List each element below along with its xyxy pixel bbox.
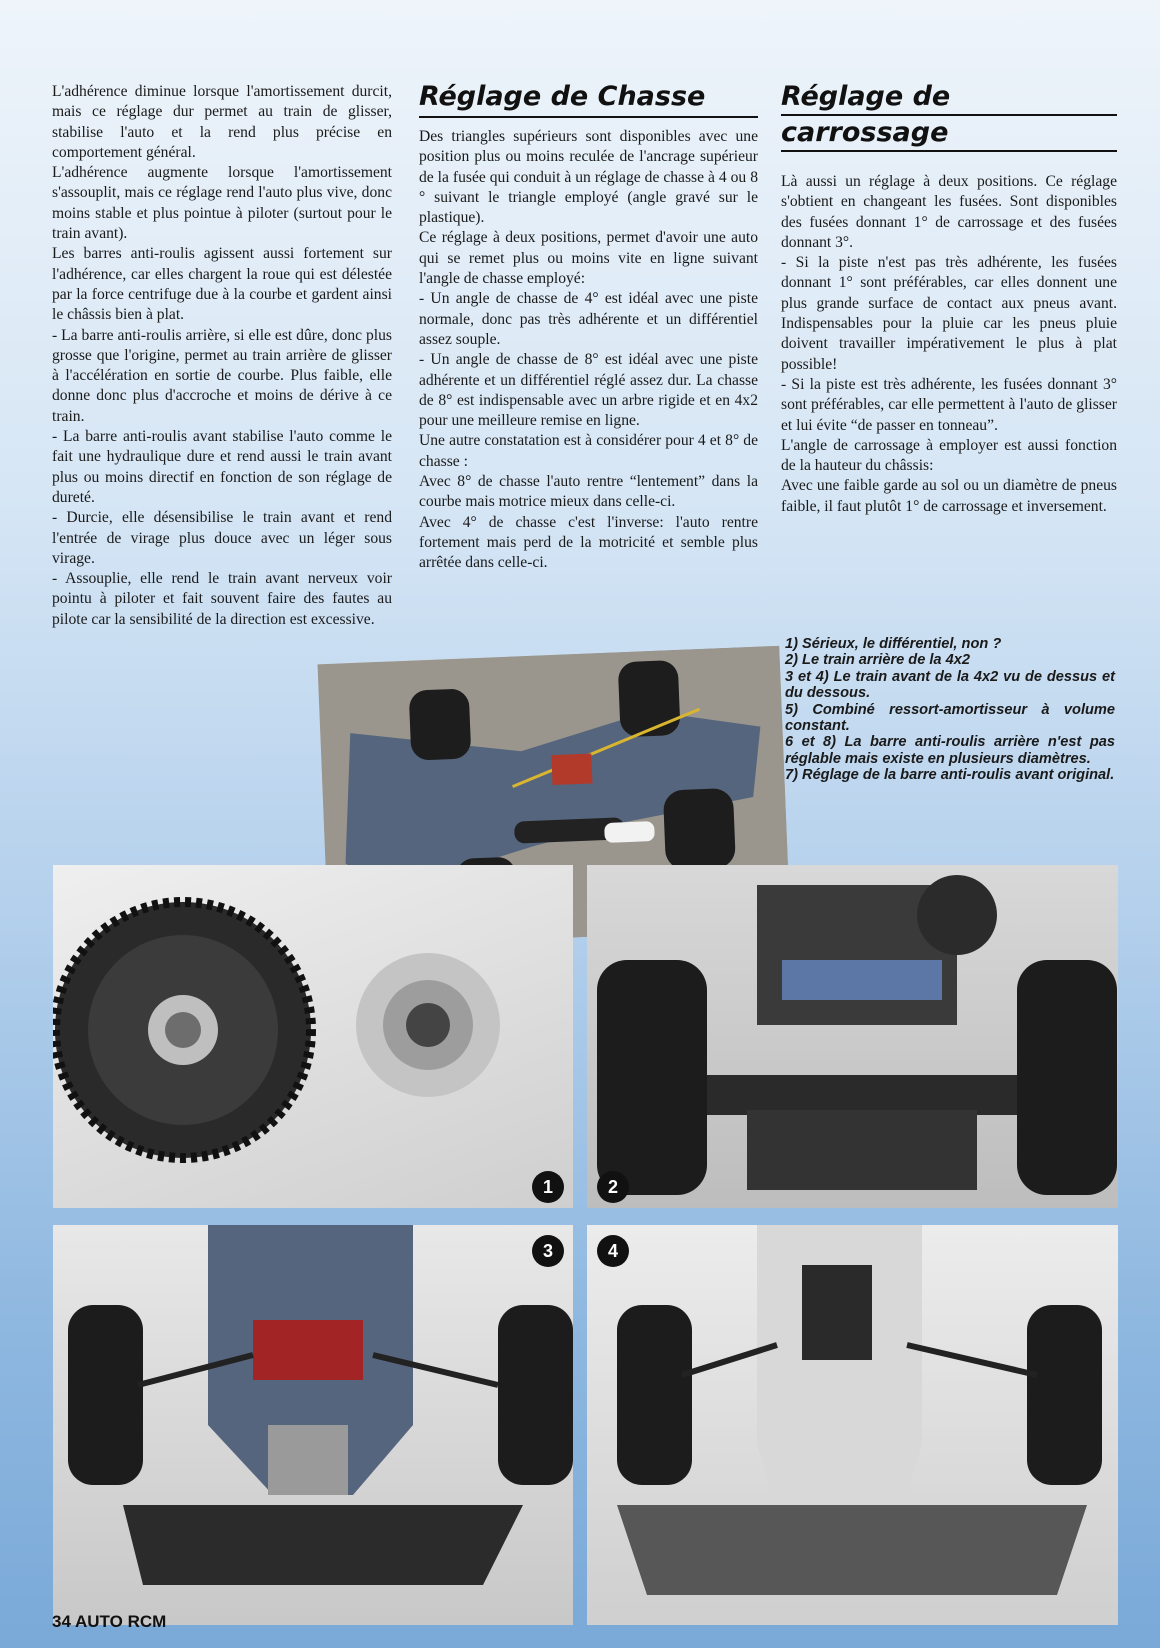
photo-captions bbox=[785, 636, 1115, 784]
article-column-3 bbox=[781, 172, 1117, 517]
paragraph: Les barres anti-roulis agissent aussi fortement sur l'adhérence, car elles chargent la roue qui est délestée par la force centrifuge due à la courbe et gardent ainsi le châssis bien à plat. bbox=[52, 245, 392, 324]
paragraph: - Durcie, elle désensibilise le train avant et rend l'entrée de virage plus douce avec un léger sous virage. bbox=[52, 509, 392, 567]
differential-photo bbox=[53, 865, 573, 1208]
front-axle-top-photo bbox=[53, 1225, 573, 1625]
paragraph: Une autre constatation est à considérer pour 4 et 8° de chasse : bbox=[419, 432, 758, 470]
caption: 2) Le train arrière de la 4x2 bbox=[785, 652, 970, 669]
section-heading-chasse: Réglage de Chasse bbox=[419, 80, 758, 118]
paragraph: - La barre anti-roulis avant stabilise l'auto comme le fait une hydraulique dure et rend aussi le train avant plus ou moins directif en fonction de son réglage de dureté. bbox=[52, 428, 392, 506]
paragraph: Avec une faible garde au sol ou un diamètre de pneus faible, il faut plutôt 1° de carrossage et inversement. bbox=[781, 477, 1117, 515]
section-heading-carrossage bbox=[781, 80, 1117, 152]
paragraph: L'adhérence diminue lorsque l'amortissement durcit, mais ce réglage dur permet au train de glisser, stabilise l'auto et la rend plus précise en comportement général. bbox=[52, 83, 392, 161]
heading-line: carrossage bbox=[781, 116, 1117, 152]
caption: 6 et 8) La barre anti-roulis arrière n'est pas réglable mais existe en plusieurs diamètres. bbox=[785, 734, 1115, 767]
paragraph: - Un angle de chasse de 4° est idéal avec une piste normale, donc pas très adhérente et un différentiel assez souple. bbox=[419, 290, 758, 348]
paragraph: Des triangles supérieurs sont disponibles avec une position plus ou moins reculée de l'ancrage supérieur de la fusée qui conduit à un réglage de chasse à 4 ou 8 ° suivant le triangle employé (angle gravé sur le plastique). bbox=[419, 128, 758, 227]
photo-number-badge: 3 bbox=[532, 1235, 564, 1267]
caption: 5) Combiné ressort-amortisseur à volume constant. bbox=[785, 701, 1115, 735]
paragraph: - Si la piste n'est pas très adhérente, les fusées donnant 1° sont préférables, car elles donnent une plus grande surface de contact aux pneus avant. Indispensables pour la pluie car les pneus pluie doivent travailler impérativement le plus à plat possible! bbox=[781, 254, 1117, 373]
paragraph: Ce réglage à deux positions, permet d'avoir une auto qui se remet plus ou moins vite en ligne suivant l'angle de chasse employé: bbox=[419, 229, 758, 288]
paragraph: - La barre anti-roulis arrière, si elle est dûre, donc plus grosse que l'origine, permet au train arrière de glisser à l'accélération en sortie de courbe. Plus faible, elle donne donc plus d'accroche et moins de dérive à ce train. bbox=[52, 326, 392, 425]
caption: 3 et 4) Le train avant de la 4x2 vu de dessus et du dessous. bbox=[785, 668, 1115, 702]
paragraph: - Assouplie, elle rend le train avant nerveux voir pointu à piloter et fait souvent faire des fautes au pilote car la sensibilité de la direction est excessive. bbox=[52, 570, 392, 628]
photo-number-badge: 4 bbox=[597, 1235, 629, 1267]
paragraph: - Un angle de chasse de 8° est idéal avec une piste adhérente et un différentiel réglé assez dur. La chasse de 8° est indispensable avec un arbre rigide et en 4x2 pour une meilleure remise en ligne. bbox=[419, 351, 758, 430]
article-column-1 bbox=[52, 82, 392, 630]
paragraph: - Si la piste est très adhérente, les fusées donnant 3° sont préférables, car elle permettent à l'auto de glisser et lui évite “de passer en tonneau”. bbox=[781, 375, 1117, 434]
article-column-2 bbox=[419, 127, 758, 574]
heading-line: Réglage de bbox=[781, 80, 1117, 116]
paragraph: Là aussi un réglage à deux positions. Ce réglage s'obtient en changeant les fusées. Sont disponibles des fusées donnant 1° de carrossage et des fusées donnant 3°. bbox=[781, 173, 1117, 251]
photo-number-badge: 2 bbox=[597, 1171, 629, 1203]
paragraph: L'adhérence augmente lorsque l'amortissement s'assouplit, mais ce réglage rend l'auto plus vive, donc moins stable et plus pointue à piloter (surtout pour le train avant). bbox=[52, 164, 392, 243]
page-footer: 34 AUTO RCM bbox=[52, 1612, 167, 1631]
photo-number-badge: 1 bbox=[532, 1171, 564, 1203]
caption: 1) Sérieux, le différentiel, non ? bbox=[785, 636, 1002, 652]
paragraph: L'angle de carrossage à employer est aussi fonction de la hauteur du châssis: bbox=[781, 436, 1117, 475]
caption: 7) Réglage de la barre anti-roulis avant original. bbox=[785, 767, 1115, 784]
paragraph: Avec 8° de chasse l'auto rentre “lentement” dans la courbe mais motrice mieux dans celle-ci. bbox=[419, 473, 758, 511]
rear-axle-photo bbox=[587, 865, 1118, 1208]
front-axle-bottom-photo bbox=[587, 1225, 1118, 1625]
paragraph: Avec 4° de chasse c'est l'inverse: l'auto rentre fortement mais perd de la motricité et semble plus arrêtée dans celle-ci. bbox=[419, 513, 758, 572]
